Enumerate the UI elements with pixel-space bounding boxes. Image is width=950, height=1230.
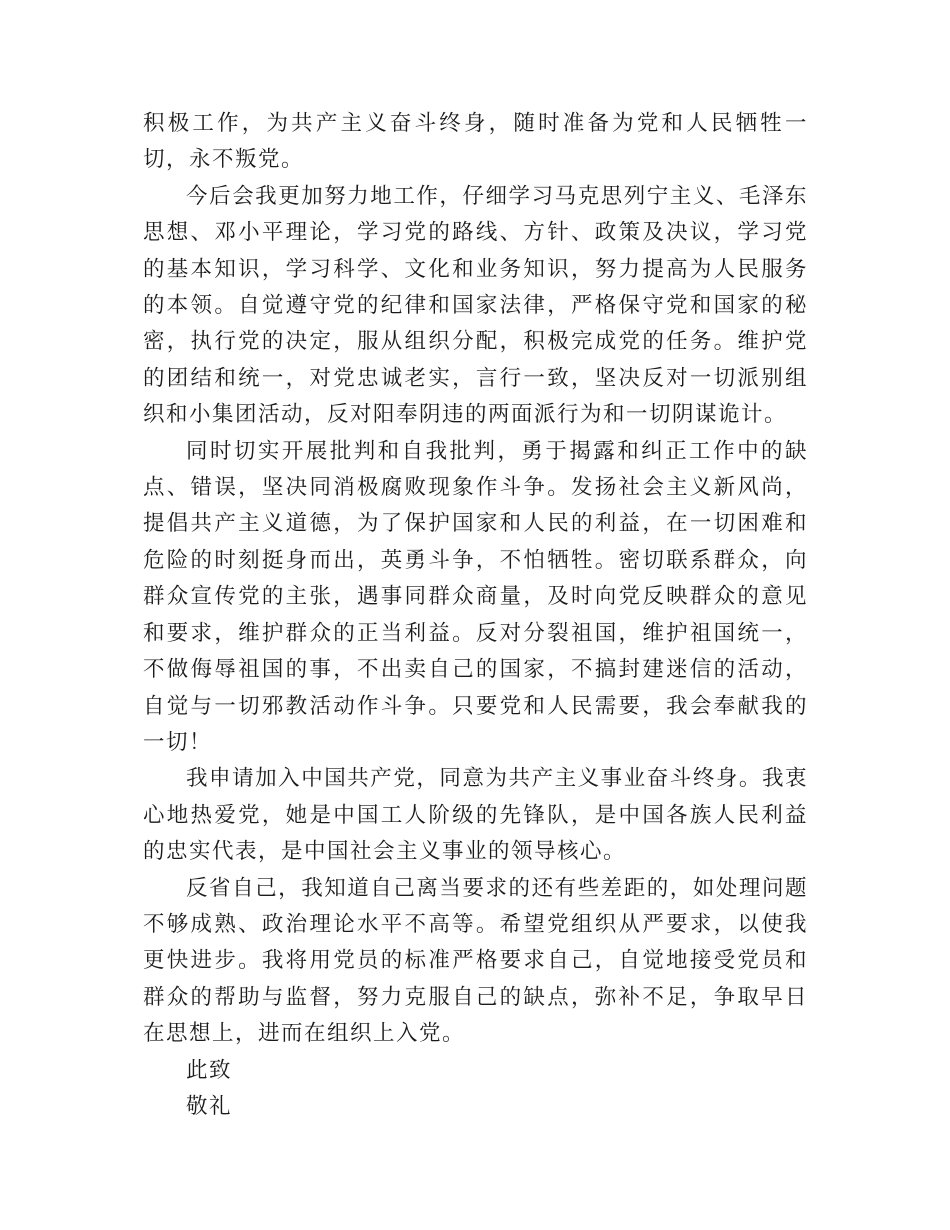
paragraph-continuation: 积极工作，为共产主义奋斗终身，随时准备为党和人民牺牲一切，永不叛党。 bbox=[143, 111, 808, 173]
closing-salutation: 此致 bbox=[186, 1057, 233, 1083]
paragraph-self-criticism: 同时切实开展批判和自我批判，勇于揭露和纠正工作中的缺点、错误，坚决同消极腐败现象作斗争。发扬社会主义新风尚，提倡共产主义道德，为了保护国家和人民的利益，在一切困难和危险的时刻挺身而出，英勇斗争，不怕牺牲。密切联系群众，向群众宣传党的主张，遇事同群众商量，及时向党反映群众的意见和要求，维护群众的正当利益。反对分裂祖国，维护祖国统一，不做侮辱祖国的事，不出卖自己的国家，不搞封建迷信的活动，自觉与一切邪教活动作斗争。只要党和人民需要，我会奉献我的一切！ bbox=[143, 438, 808, 755]
paragraph-application: 我申请加入中国共产党，同意为共产主义事业奋斗终身。我衷心地热爱党，她是中国工人阶级的先锋队，是中国各族人民利益的忠实代表，是中国社会主义事业的领导核心。 bbox=[143, 766, 808, 865]
closing-regards: 敬礼 bbox=[186, 1093, 233, 1119]
letter-body bbox=[143, 106, 808, 1125]
paragraph-reflection: 反省自己，我知道自己离当要求的还有些差距的，如处理问题不够成熟、政治理论水平不高等。希望党组织从严要求，以使我更快进步。我将用党员的标准严格要求自己，自觉地接受党员和群众的帮助与监督，努力克服自己的缺点，弥补不足，争取早日在思想上，进而在组织上入党。 bbox=[143, 875, 808, 1047]
paragraph-study-commitment: 今后会我更加努力地工作，仔细学习马克思列宁主义、毛泽东思想、邓小平理论，学习党的路线、方针、政策及决议，学习党的基本知识，学习科学、文化和业务知识，努力提高为人民服务的本领。自觉遵守党的纪律和国家法律，严格保守党和国家的秘密，执行党的决定，服从组织分配，积极完成党的任务。维护党的团结和统一，对党忠诚老实，言行一致，坚决反对一切派别组织和小集团活动，反对阳奉阴违的两面派行为和一切阴谋诡计。 bbox=[143, 183, 808, 428]
